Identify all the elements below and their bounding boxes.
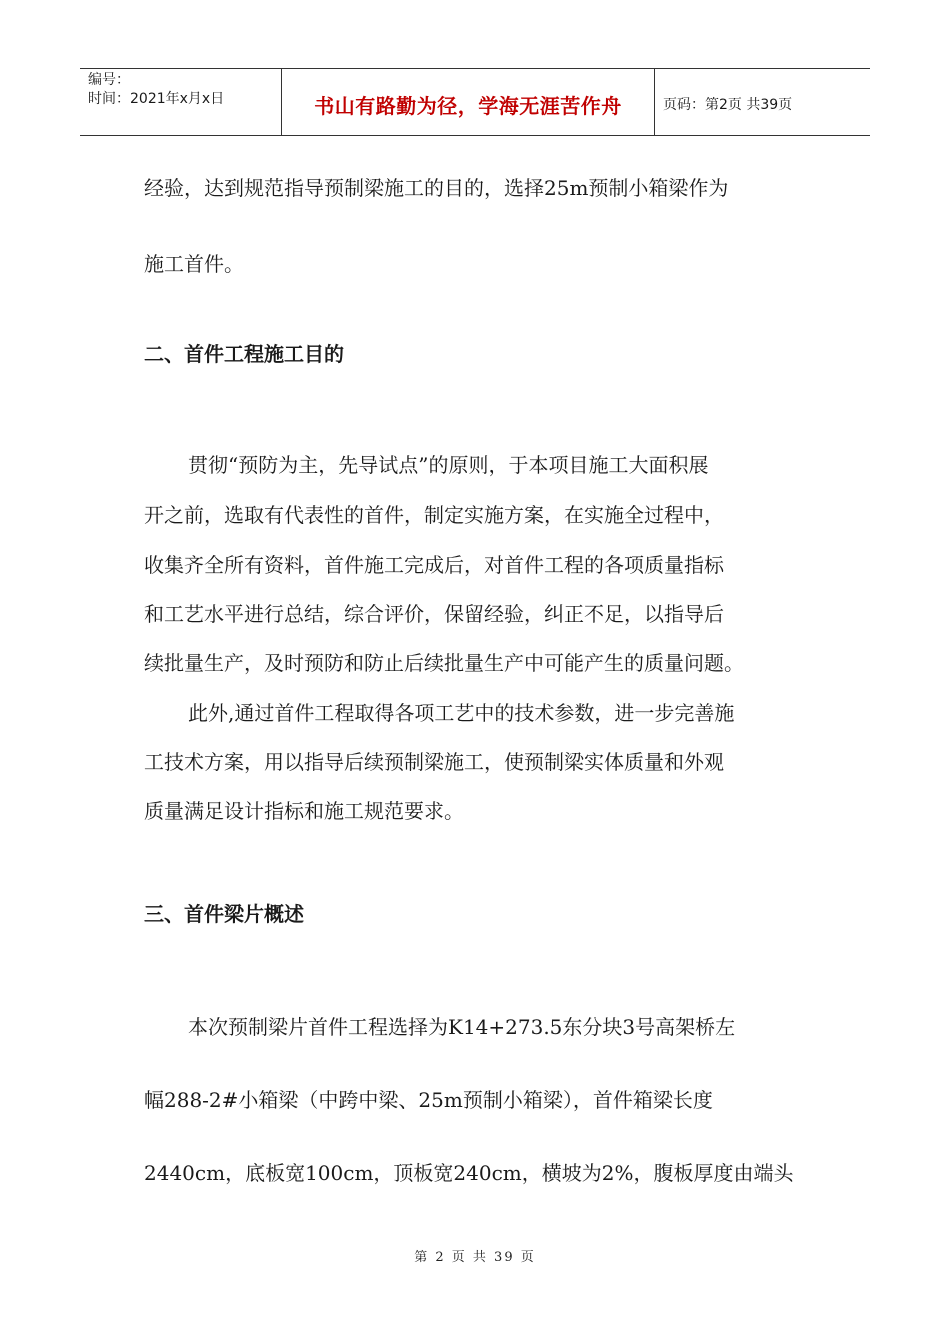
body-line: 工技术方案，用以指导后续预制梁施工，使预制梁实体质量和外观 xyxy=(144,750,724,774)
body-line: 贯彻“预防为主，先导试点”的原则，于本项目施工大面积展 xyxy=(188,453,709,477)
page-header xyxy=(80,68,870,136)
header-motto: 书山有路勤为径，学海无涯苦作舟 xyxy=(281,69,655,135)
section-heading: 三、首件梁片概述 xyxy=(144,902,304,926)
time-label: 时间：2021年x月x日 xyxy=(88,91,225,107)
body-line: 质量满足设计指标和施工规范要求。 xyxy=(144,799,464,823)
body-line: 本次预制梁片首件工程选择为K14+273.5东分块3号高架桥左 xyxy=(188,1015,736,1039)
header-page-info: 页码：第2页 共39页 xyxy=(663,97,793,113)
header-meta xyxy=(80,69,281,135)
body-line: 开之前，选取有代表性的首件，制定实施方案，在实施全过程中， xyxy=(144,503,724,527)
body-line: 此外,通过首件工程取得各项工艺中的技术参数，进一步完善施 xyxy=(188,701,735,725)
body-line: 收集齐全所有资料，首件施工完成后，对首件工程的各项质量指标 xyxy=(144,553,724,577)
body-line: 施工首件。 xyxy=(144,252,244,276)
body-line: 幅288-2#小箱梁（中跨中梁、25m预制小箱梁），首件箱梁长度 xyxy=(144,1088,713,1112)
section-heading: 二、首件工程施工目的 xyxy=(144,342,344,366)
body-line: 续批量生产，及时预防和防止后续批量生产中可能产生的质量问题。 xyxy=(144,651,744,675)
page-footer: 第 2 页 共 39 页 xyxy=(414,1250,536,1265)
body-line: 2440cm，底板宽100cm，顶板宽240cm，横坡为2%，腹板厚度由端头 xyxy=(144,1161,794,1185)
body-line: 经验，达到规范指导预制梁施工的目的，选择25m预制小箱梁作为 xyxy=(144,176,729,200)
body-line: 和工艺水平进行总结，综合评价，保留经验，纠正不足，以指导后 xyxy=(144,602,724,626)
number-label: 编号： xyxy=(88,72,130,88)
